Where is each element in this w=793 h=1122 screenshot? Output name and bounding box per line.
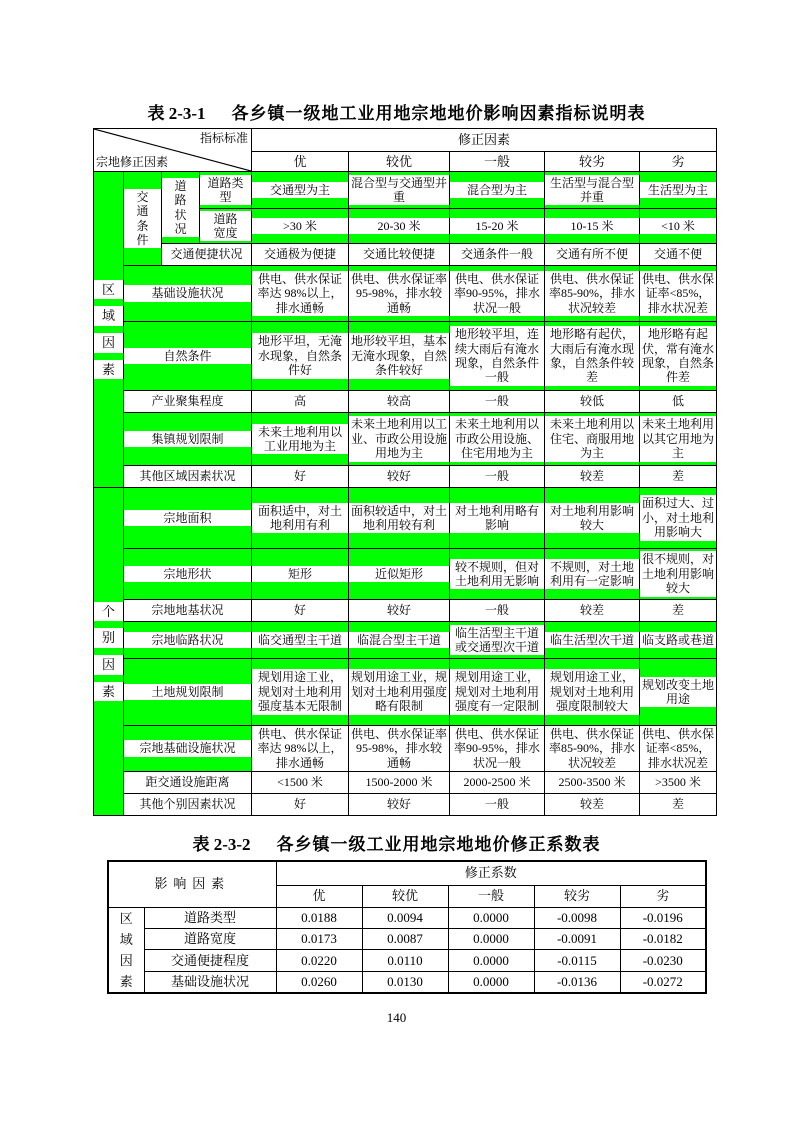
influence-factor-header: 影响因素 <box>108 861 276 907</box>
coefficient-cell: 0.0188 <box>276 907 362 928</box>
row-label: 宗地形状 <box>124 549 252 600</box>
coefficient-cell: 0.0000 <box>448 950 534 971</box>
row-label: 自然条件 <box>124 322 252 391</box>
correction-factor-header: 修正因素 <box>252 129 717 152</box>
value-cell: 供电、供水保证率85-90%，排水状况较差 <box>545 726 640 772</box>
table1-title-text: 各乡镇一级地工业用地宗地地价影响因素指标说明表 <box>231 104 646 123</box>
value-cell: 地形较平坦，连续大雨后有淹水现象，自然条件一般 <box>450 322 545 391</box>
value-cell: 差 <box>640 794 717 816</box>
value-cell: 一般 <box>450 794 545 816</box>
value-cell: 近似矩形 <box>349 549 450 600</box>
coefficient-cell: 0.0000 <box>448 928 534 949</box>
value-cell: 对土地利用影响较大 <box>545 488 640 549</box>
corner-label-factor: 宗地修正因素 <box>96 154 169 169</box>
value-cell: 交通有所不便 <box>545 244 640 266</box>
value-cell: 较好 <box>349 794 450 816</box>
coefficient-cell: -0.0098 <box>534 907 620 928</box>
coefficient-cell: 0.0130 <box>362 971 448 992</box>
coefficient-cell: -0.0091 <box>534 928 620 949</box>
value-cell: 一般 <box>450 466 545 488</box>
value-cell: >30 米 <box>252 209 349 244</box>
coefficient-cell: 0.0000 <box>448 907 534 928</box>
value-cell: 地形略有起伏，常有淹水现象，自然条件差 <box>640 322 717 391</box>
diagonal-header-cell <box>94 129 252 172</box>
grade-header: 较劣 <box>545 152 640 172</box>
row-label: 宗地面积 <box>124 488 252 549</box>
table2-title <box>0 830 793 855</box>
value-cell: <10 米 <box>640 209 717 244</box>
value-cell: 低 <box>640 391 717 413</box>
coefficient-header: 修正系数 <box>276 861 706 885</box>
value-cell: 临生活型次干道 <box>545 622 640 659</box>
row-label: 集镇规划限制 <box>124 413 252 466</box>
value-cell: 混合型为主 <box>450 172 545 209</box>
value-cell: 供电、供水保证率95-98%，排水较通畅 <box>349 726 450 772</box>
value-cell: 10-15 米 <box>545 209 640 244</box>
value-cell: 较好 <box>349 600 450 622</box>
value-cell: 规划用途工业，规划对土地利用强度有一定限制 <box>450 659 545 726</box>
value-cell: 2500-3500 米 <box>545 772 640 794</box>
grade-header: 较优 <box>349 152 450 172</box>
grade-header: 一般 <box>450 152 545 172</box>
coefficient-cell: 0.0087 <box>362 928 448 949</box>
value-cell: 差 <box>640 600 717 622</box>
value-cell: 一般 <box>450 600 545 622</box>
value-cell: 供电、供水保证率达 98%以上，排水通畅 <box>252 266 349 322</box>
value-cell: 供电、供水保证率<85%，排水状况差 <box>640 726 717 772</box>
factor-description-table <box>93 128 717 816</box>
value-cell: >3500 米 <box>640 772 717 794</box>
value-cell: 临交通型主干道 <box>252 622 349 659</box>
value-cell: 高 <box>252 391 349 413</box>
value-cell: 未来土地利用以工业、市政公用设施用地为主 <box>349 413 450 466</box>
value-cell: 混合型与交通型并重 <box>349 172 450 209</box>
value-cell: 15-20 米 <box>450 209 545 244</box>
row-label: 其他区域因素状况 <box>124 466 252 488</box>
value-cell: 规划改变土地用途 <box>640 659 717 726</box>
grade-header: 优 <box>252 152 349 172</box>
group-label-individual-factors: 个 别 因 素 <box>94 488 124 816</box>
coefficient-cell: -0.0136 <box>534 971 620 992</box>
value-cell: 好 <box>252 794 349 816</box>
value-cell: 供电、供水保证率90-95%，排水状况一般 <box>450 266 545 322</box>
grade-header: 较优 <box>362 885 448 907</box>
row-label: 宗地地基状况 <box>124 600 252 622</box>
row-label: 道路类型 <box>200 172 252 209</box>
value-cell: 较差 <box>545 466 640 488</box>
grade-header: 较劣 <box>534 885 620 907</box>
row-label: 产业聚集程度 <box>124 391 252 413</box>
value-cell: 较差 <box>545 794 640 816</box>
value-cell: 较不规则，但对土地利用无影响 <box>450 549 545 600</box>
value-cell: 供电、供水保证率<85%，排水状况差 <box>640 266 717 322</box>
table2-title-number: 表 2-3-2 <box>192 835 251 854</box>
value-cell: 未来土地利用以市政公用设施、住宅用地为主 <box>450 413 545 466</box>
row-label: 宗地临路状况 <box>124 622 252 659</box>
value-cell: 交通条件一般 <box>450 244 545 266</box>
sublabel-road-status: 道路状况 <box>162 172 200 244</box>
row-label: 其他个别因素状况 <box>124 794 252 816</box>
coefficient-cell: -0.0196 <box>620 907 706 928</box>
coefficient-cell: 0.0173 <box>276 928 362 949</box>
value-cell: 生活型与混合型并重 <box>545 172 640 209</box>
value-cell: 临混合型主干道 <box>349 622 450 659</box>
corner-label-standard: 指标标准 <box>199 131 248 145</box>
value-cell: 2000-2500 米 <box>450 772 545 794</box>
value-cell: 交通型为主 <box>252 172 349 209</box>
table1-title-number: 表 2-3-1 <box>147 104 206 123</box>
correction-coefficient-table <box>107 860 707 994</box>
table2-title-text: 各乡镇一级工业用地宗地地价修正系数表 <box>276 835 601 854</box>
value-cell: 交通不便 <box>640 244 717 266</box>
value-cell: 供电、供水保证率95-98%，排水较通畅 <box>349 266 450 322</box>
row-label: 道路类型 <box>144 907 276 928</box>
value-cell: 好 <box>252 466 349 488</box>
value-cell: 较好 <box>349 466 450 488</box>
row-label: 基础设施状况 <box>124 266 252 322</box>
row-label: 土地规划限制 <box>124 659 252 726</box>
value-cell: 交通极为便捷 <box>252 244 349 266</box>
coefficient-cell: 0.0260 <box>276 971 362 992</box>
value-cell: 较低 <box>545 391 640 413</box>
value-cell: 很不规则，对土地利用影响较大 <box>640 549 717 600</box>
value-cell: 规划用途工业，规划对土地利用强度基本无限制 <box>252 659 349 726</box>
value-cell: 生活型为主 <box>640 172 717 209</box>
page-number: 140 <box>386 1010 407 1025</box>
coefficient-cell: -0.0272 <box>620 971 706 992</box>
value-cell: 20-30 米 <box>349 209 450 244</box>
coefficient-cell: -0.0230 <box>620 950 706 971</box>
value-cell: 交通比较便捷 <box>349 244 450 266</box>
value-cell: 较差 <box>545 600 640 622</box>
value-cell: 未来土地利用以其它用地为主 <box>640 413 717 466</box>
value-cell: 地形平坦，无淹水现象，自然条件好 <box>252 322 349 391</box>
value-cell: 面积适中，对土地利用有利 <box>252 488 349 549</box>
row-label: 距交通设施距离 <box>124 772 252 794</box>
coefficient-cell: 0.0220 <box>276 950 362 971</box>
value-cell: 临支路或巷道 <box>640 622 717 659</box>
value-cell: 好 <box>252 600 349 622</box>
value-cell: 对土地利用略有影响 <box>450 488 545 549</box>
grade-header: 优 <box>276 885 362 907</box>
value-cell: 规划用途工业，规划对土地利用强度限制较大 <box>545 659 640 726</box>
group-label-region-factors: 区 域 因 素 <box>94 172 124 488</box>
coefficient-cell: 0.0110 <box>362 950 448 971</box>
row-label: 宗地基础设施状况 <box>124 726 252 772</box>
grade-header: 劣 <box>640 152 717 172</box>
group-label-region-factors: 区 域 因 素 <box>108 907 144 993</box>
value-cell: 较高 <box>349 391 450 413</box>
coefficient-cell: -0.0182 <box>620 928 706 949</box>
value-cell: 不规则，对土地利用有一定影响 <box>545 549 640 600</box>
sublabel-traffic-conditions: 交通条件 <box>124 172 162 266</box>
row-label: 道路宽度 <box>200 209 252 244</box>
value-cell: 面积较适中，对土地利用较有利 <box>349 488 450 549</box>
value-cell: 面积过大、过小，对土地利用影响大 <box>640 488 717 549</box>
value-cell: 规划用途工业，规划对土地利用强度略有限制 <box>349 659 450 726</box>
coefficient-cell: 0.0000 <box>448 971 534 992</box>
value-cell: 临生活型主干道或交通型次干道 <box>450 622 545 659</box>
value-cell: 未来土地利用以住宅、商服用地为主 <box>545 413 640 466</box>
value-cell: 供电、供水保证率达 98%以上，排水通畅 <box>252 726 349 772</box>
value-cell: 未来土地利用以工业用地为主 <box>252 413 349 466</box>
row-label: 道路宽度 <box>144 928 276 949</box>
row-label: 交通便捷状况 <box>162 244 252 266</box>
value-cell: 地形略有起伏，大雨后有淹水现象，自然条件较差 <box>545 322 640 391</box>
value-cell: 1500-2000 米 <box>349 772 450 794</box>
table1-title <box>0 99 793 124</box>
value-cell: 供电、供水保证率90-95%，排水状况一般 <box>450 726 545 772</box>
value-cell: 差 <box>640 466 717 488</box>
value-cell: 供电、供水保证率85-90%，排水状况较差 <box>545 266 640 322</box>
row-label: 交通便捷程度 <box>144 950 276 971</box>
grade-header: 一般 <box>448 885 534 907</box>
coefficient-cell: 0.0094 <box>362 907 448 928</box>
coefficient-cell: -0.0115 <box>534 950 620 971</box>
value-cell: <1500 米 <box>252 772 349 794</box>
row-label: 基础设施状况 <box>144 971 276 992</box>
value-cell: 矩形 <box>252 549 349 600</box>
value-cell: 一般 <box>450 391 545 413</box>
value-cell: 地形较平坦，基本无淹水现象，自然条件较好 <box>349 322 450 391</box>
grade-header: 劣 <box>620 885 706 907</box>
